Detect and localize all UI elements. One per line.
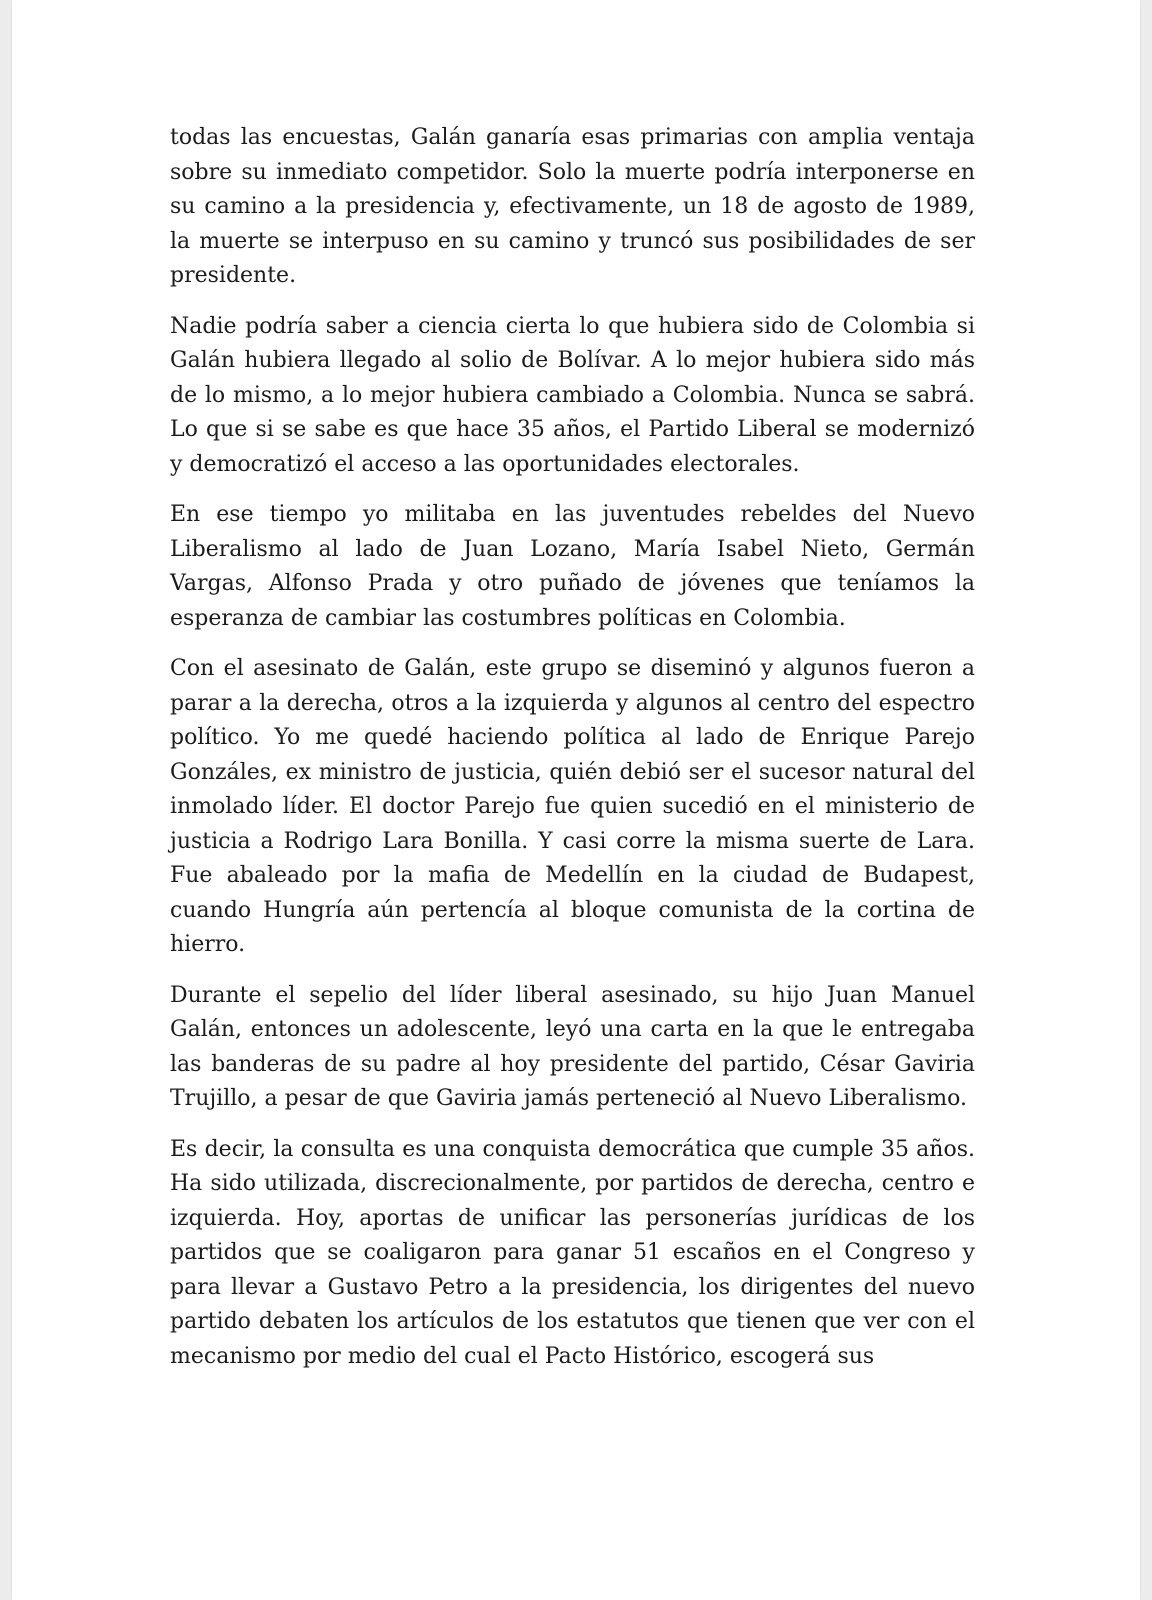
- paragraph-2: Nadie podría saber a ciencia cierta lo que hubiera sido de Colombia si Galán hubiera llegado al solio de Bolívar. A lo mejor hubiera sido más de lo mismo, a lo mejor hubiera cambiado a Colombia. Nunca se sabrá. Lo que si se sabe es que hace 35 años, el Partido Liberal se modernizó y democratizó el acceso a las oportunidades electorales.: [170, 313, 975, 477]
- paragraph-6: Es decir, la consulta es una conquista democrática que cumple 35 años. Ha sido utilizada, discrecionalmente, por partidos de derecha, centro e izquierda. Hoy, aportas de unificar las personerías jurídicas de los partidos que se coaligaron para ganar 51 escaños en el Congreso y para llevar a Gustavo Petro a la presidencia, los dirigentes del nuevo partido debaten los artículos de los estatutos que tienen que ver con el mecanismo por medio del cual el Pacto Histórico, escogerá sus: [170, 1136, 975, 1369]
- paragraph-1: todas las encuestas, Galán ganaría esas primarias con amplia ventaja sobre su inmediato competidor. Solo la muerte podría interponerse en su camino a la presidencia y, efectivamente, un 18 de agosto de 1989, la muerte se interpuso en su camino y truncó sus posibilidades de ser presidente.: [170, 125, 975, 288]
- document-body: [170, 121, 975, 1390]
- paragraph-4: Con el asesinato de Galán, este grupo se diseminó y algunos fueron a parar a la derecha, otros a la izquierda y algunos al centro del espectro político. Yo me quedé haciendo política al lado de Enrique Parejo Gonzáles, ex ministro de justicia, quién debió ser el sucesor natural del inmolado líder. El doctor Parejo fue quien sucedió en el ministerio de justicia a Rodrigo Lara Bonilla. Y casi corre la misma suerte de Lara. Fue abaleado por la mafia de Medellín en la ciudad de Budapest, cuando Hungría aún pertencía al bloque comunista de la cortina de hierro.: [170, 656, 975, 957]
- document-page: [12, 0, 1140, 1600]
- paragraph-5: Durante el sepelio del líder liberal asesinado, su hijo Juan Manuel Galán, entonces un adolescente, leyó una carta en la que le entregaba las banderas de su padre al hoy presidente del partido, César Gaviria Trujillo, a pesar de que Gaviria jamás perteneció al Nuevo Liberalismo.: [170, 982, 975, 1111]
- paragraph-3: En ese tiempo yo militaba en las juventudes rebeldes del Nuevo Liberalismo al lado de Juan Lozano, María Isabel Nieto, Germán Vargas, Alfonso Prada y otro puñado de jóvenes que teníamos la esperanza de cambiar las costumbres políticas en Colombia.: [170, 502, 975, 631]
